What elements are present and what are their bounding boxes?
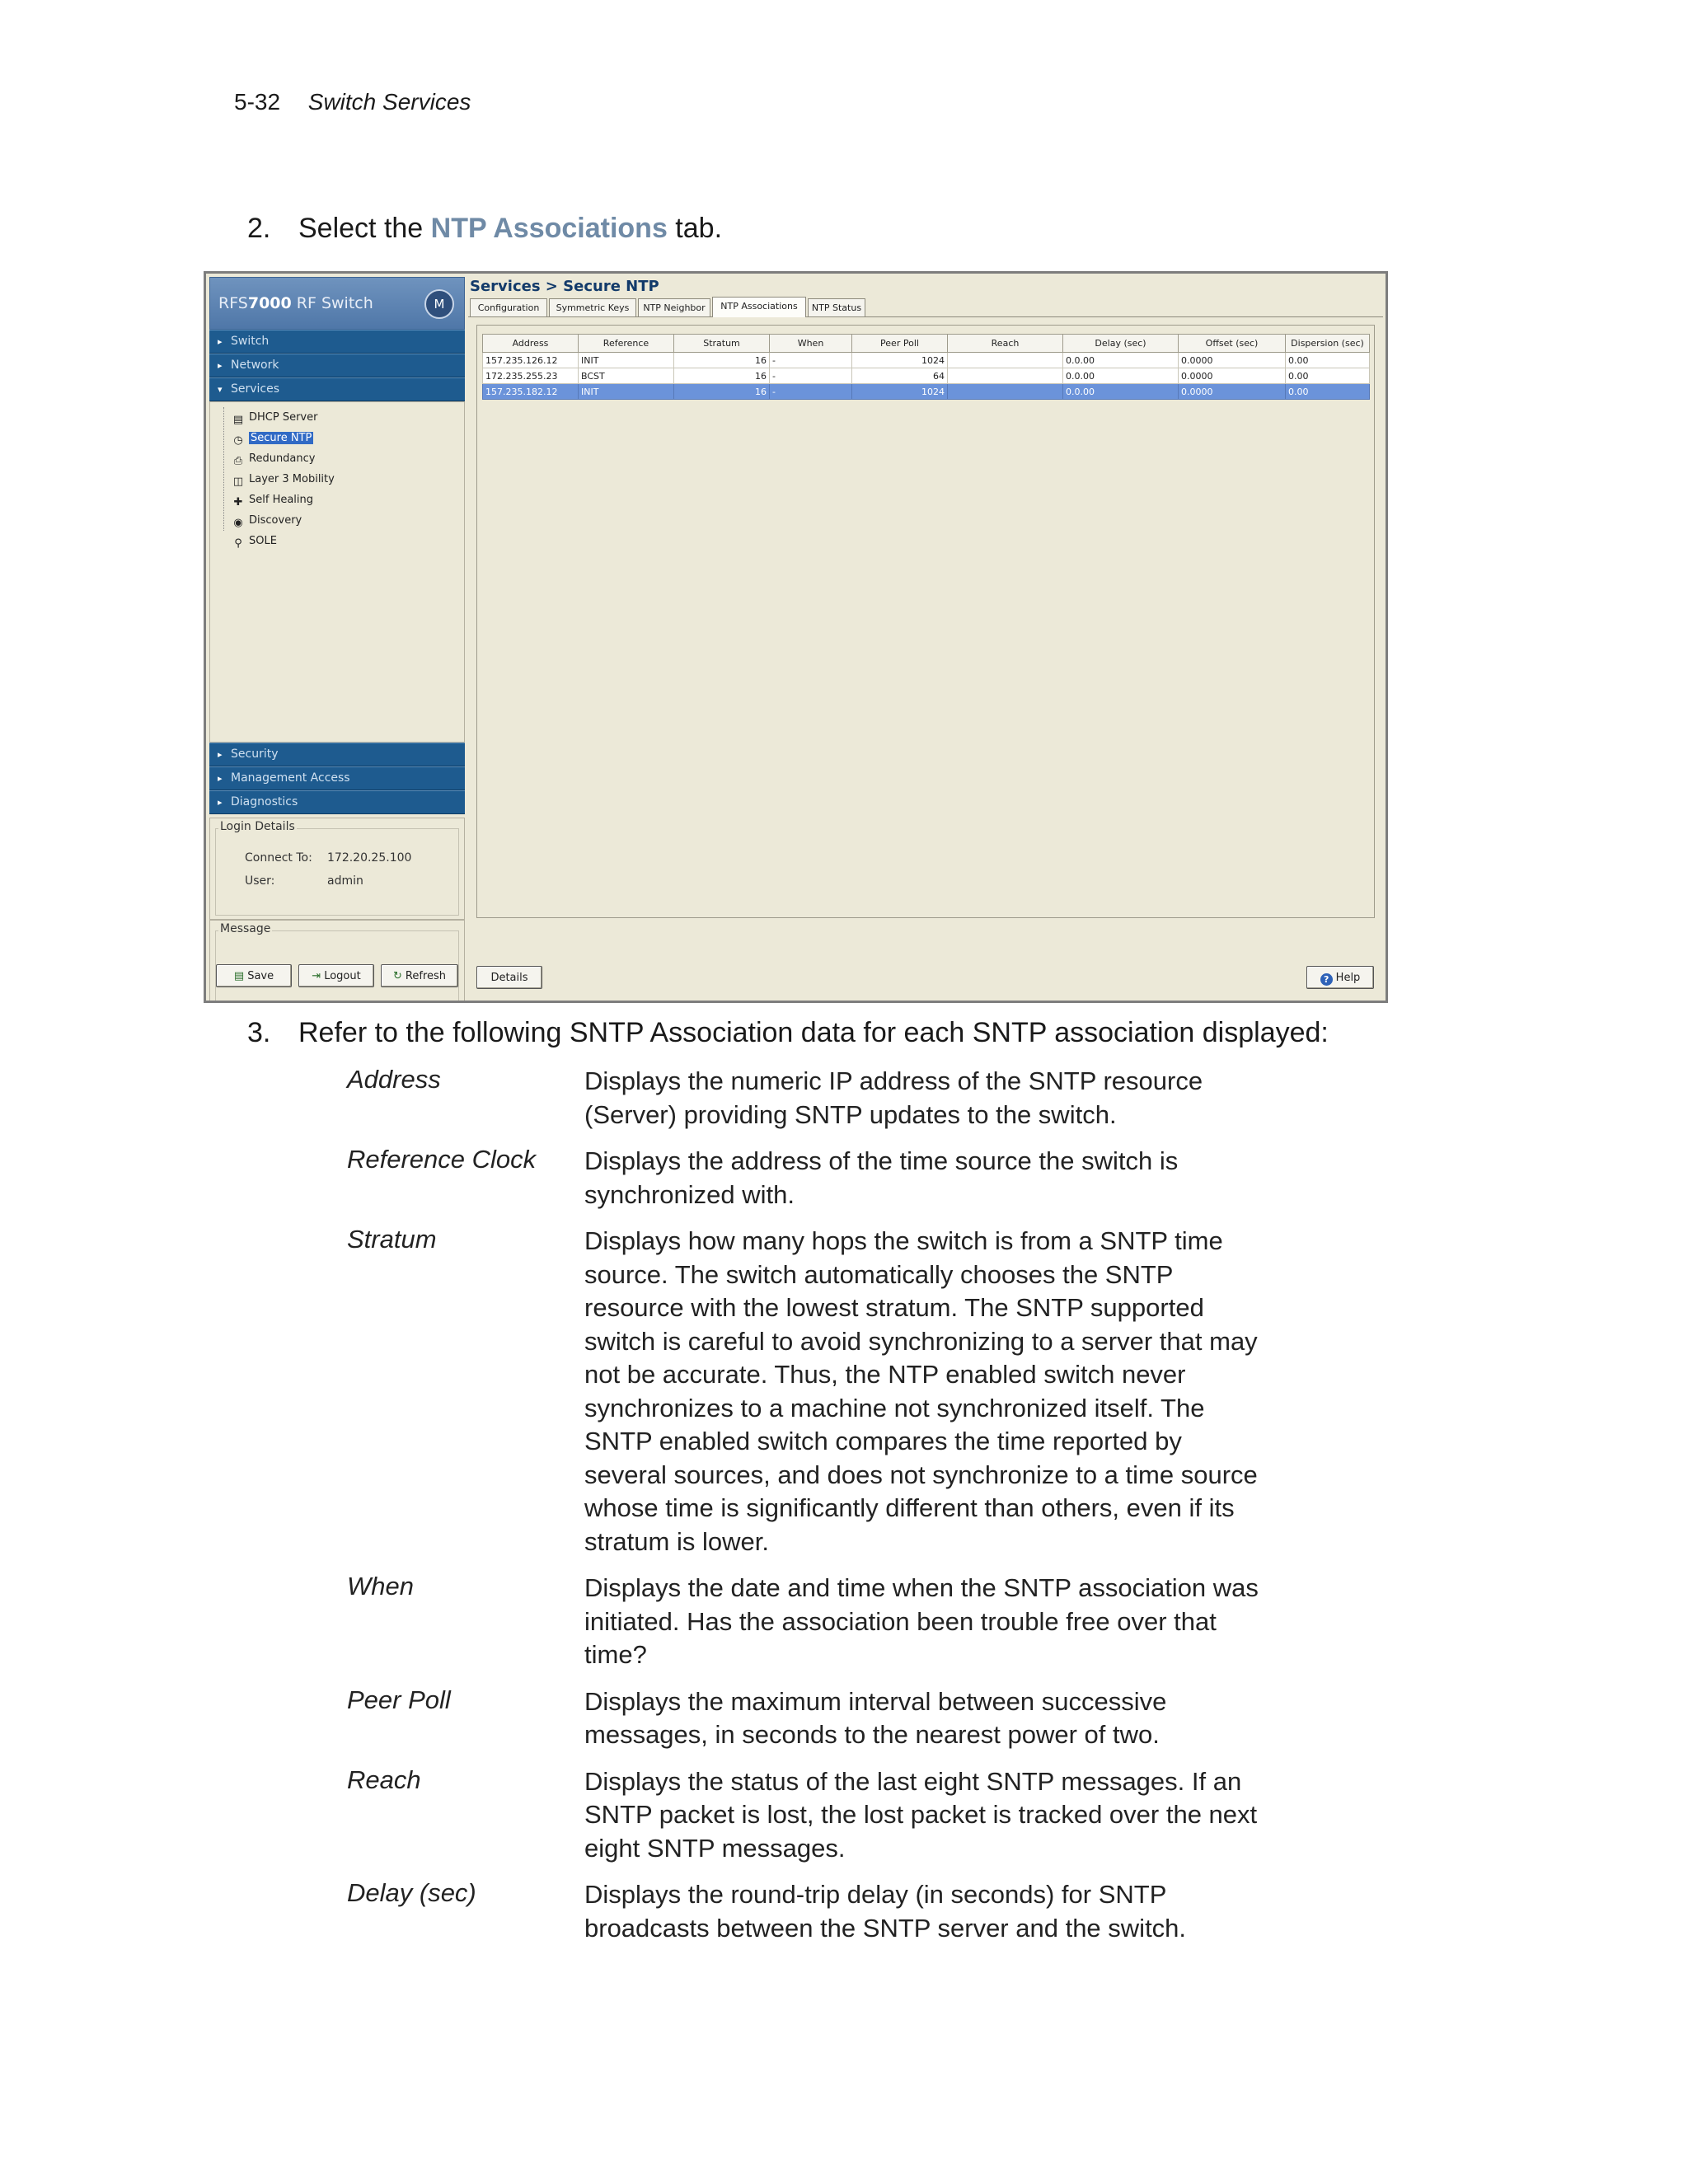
definition-description: Displays the date and time when the SNTP association was initiated. Has the association been trouble free over that time? xyxy=(584,1573,1259,1669)
login-details-frame xyxy=(215,828,459,916)
nav-item-services[interactable] xyxy=(209,377,465,401)
table-cell: 157.235.182.12 xyxy=(483,384,579,400)
column-header[interactable]: Reference xyxy=(579,335,674,353)
services-tree xyxy=(209,401,465,743)
definition-item xyxy=(347,1878,1336,1945)
table-cell: 0.00 xyxy=(1286,368,1370,384)
table-cell: 0.00 xyxy=(1286,384,1370,400)
printer-icon: ⎙ xyxy=(233,455,243,467)
tab-configuration[interactable]: Configuration xyxy=(470,298,547,316)
tab-ntp-status[interactable]: NTP Status xyxy=(808,298,865,316)
right-pane xyxy=(468,277,1383,999)
definition-item xyxy=(347,1765,1336,1866)
nav-item-security[interactable] xyxy=(209,743,465,766)
step-2 xyxy=(247,213,722,245)
nav-item-label: Management Access xyxy=(231,771,350,785)
left-pane xyxy=(209,277,465,999)
definition-term: Address xyxy=(347,1065,441,1094)
expand-arrow-icon: ▸ xyxy=(218,797,223,808)
table-cell: 0.00 xyxy=(1286,353,1370,368)
definition-term: Delay (sec) xyxy=(347,1878,476,1907)
associations-table xyxy=(482,334,1370,400)
tree-item-label: Redundancy xyxy=(249,452,316,465)
tree-item-dhcp-server[interactable] xyxy=(210,407,464,428)
table-cell: - xyxy=(770,384,852,400)
nav-item-label: Switch xyxy=(231,335,270,348)
help-button[interactable] xyxy=(1306,966,1374,989)
help-icon: ? xyxy=(1320,973,1333,986)
user-label: User: xyxy=(245,874,275,888)
user-value: admin xyxy=(327,874,363,888)
healing-icon: ✚ xyxy=(233,496,243,509)
message-legend: Message xyxy=(220,922,271,935)
server-icon: ▤ xyxy=(232,414,244,426)
connect-to-label: Connect To: xyxy=(245,851,312,865)
table-cell: - xyxy=(770,368,852,384)
bottom-button-row xyxy=(209,964,465,994)
page-header xyxy=(234,89,471,115)
refresh-label: Refresh xyxy=(405,970,446,982)
associations-panel xyxy=(476,325,1375,918)
definition-list xyxy=(347,1065,1336,1958)
table-cell: 0.0000 xyxy=(1179,353,1286,368)
tree-item-self-healing[interactable] xyxy=(210,490,464,510)
column-header[interactable]: Dispersion (sec) xyxy=(1286,335,1370,353)
save-button[interactable] xyxy=(216,964,292,987)
save-label: Save xyxy=(247,970,274,982)
tree-item-sole[interactable] xyxy=(210,531,464,551)
table-cell: 0.0000 xyxy=(1179,384,1286,400)
table-cell: 0.0.00 xyxy=(1063,384,1179,400)
details-button[interactable]: Details xyxy=(476,966,542,989)
nav-item-label: Diagnostics xyxy=(231,795,298,808)
tab-symmetric-keys[interactable]: Symmetric Keys xyxy=(549,298,636,316)
step-3 xyxy=(247,1017,1329,1049)
step-number: 2. xyxy=(247,213,271,244)
definition-term: Reach xyxy=(347,1765,421,1794)
brand-prefix: RFS xyxy=(218,294,248,312)
column-header[interactable]: Stratum xyxy=(674,335,770,353)
table-cell: INIT xyxy=(579,384,674,400)
definition-description: Displays the maximum interval between successive messages, in seconds to the nearest power of two. xyxy=(584,1686,1167,1749)
table-cell: 64 xyxy=(852,368,948,384)
table-cell xyxy=(948,368,1063,384)
step-text-post: tab. xyxy=(667,213,723,244)
step-text: Refer to the following SNTP Association data for each SNTP association displayed: xyxy=(298,1017,1329,1048)
step-number: 3. xyxy=(247,1017,271,1048)
definition-item xyxy=(347,1225,1336,1558)
table-cell xyxy=(948,353,1063,368)
tree-item-secure-ntp[interactable] xyxy=(210,428,464,448)
table-cell xyxy=(948,384,1063,400)
definition-item xyxy=(347,1145,1336,1212)
table-cell: 16 xyxy=(674,353,770,368)
tab-ntp-associations[interactable]: NTP Associations xyxy=(712,297,806,317)
tree-item-label: DHCP Server xyxy=(249,411,318,424)
definition-item xyxy=(347,1572,1336,1672)
table-cell: 16 xyxy=(674,384,770,400)
logout-label: Logout xyxy=(324,970,361,982)
nav-item-diagnostics[interactable] xyxy=(209,790,465,814)
nav-item-network[interactable] xyxy=(209,354,465,377)
page-number: 5-32 xyxy=(234,89,281,115)
tree-item-label: Self Healing xyxy=(249,494,314,506)
refresh-icon: ↻ xyxy=(393,970,402,982)
definition-description: Displays how many hops the switch is from a SNTP time source. The switch automatically chooses the SNTP resource with the lowest stratum. The SNTP supported switch is careful to avoid synchronizing to a server that may not be accurate. Thus, the NTP enabled switch never synchronizes to a machine not synchronized itself. The SNTP enabled switch compares the time reported by several sources, and does not synchronize to a time source whose time is significantly different than others, even if its stratum is lower. xyxy=(584,1226,1258,1556)
table-body xyxy=(483,353,1370,400)
definition-term: Reference Clock xyxy=(347,1145,537,1174)
brand-bar xyxy=(209,277,465,330)
table-cell: BCST xyxy=(579,368,674,384)
tab-strip xyxy=(468,297,1383,317)
table-cell: 0.0.00 xyxy=(1063,353,1179,368)
column-header[interactable]: Offset (sec) xyxy=(1179,335,1286,353)
tree-item-layer-3-mobility[interactable] xyxy=(210,469,464,490)
connect-to-value: 172.20.25.100 xyxy=(327,851,412,865)
sole-icon: ⚲ xyxy=(234,537,242,550)
breadcrumb: Services > Secure NTP xyxy=(470,278,659,295)
tree-item-label: SOLE xyxy=(249,535,277,547)
table-cell: 0.0.00 xyxy=(1063,368,1179,384)
column-header[interactable]: Address xyxy=(483,335,579,353)
nav-item-label: Network xyxy=(231,359,279,372)
tab-ntp-neighbor[interactable]: NTP Neighbor xyxy=(638,298,710,316)
table-cell: 172.235.255.23 xyxy=(483,368,579,384)
expand-arrow-icon: ▸ xyxy=(218,749,223,760)
table-cell: - xyxy=(770,353,852,368)
tree-item-redundancy[interactable] xyxy=(210,448,464,469)
clock-icon: ◷ xyxy=(233,434,243,447)
table-row[interactable] xyxy=(483,384,1370,400)
definition-description: Displays the round-trip delay (in seconds) for SNTP broadcasts between the SNTP server and the switch. xyxy=(584,1880,1187,1943)
refresh-button[interactable] xyxy=(381,964,458,987)
step-text-pre: Select the xyxy=(298,213,431,244)
tree-item-label: Discovery xyxy=(249,514,302,527)
table-row[interactable] xyxy=(483,368,1370,384)
chapter-title: Switch Services xyxy=(307,89,471,115)
definition-description: Displays the address of the time source the switch is synchronized with. xyxy=(584,1146,1179,1209)
expand-arrow-icon: ▸ xyxy=(218,773,223,784)
login-details-legend: Login Details xyxy=(220,820,295,833)
definition-item xyxy=(347,1685,1336,1752)
table-cell: 157.235.126.12 xyxy=(483,353,579,368)
connect-to-row xyxy=(245,851,411,865)
nav-item-management-access[interactable] xyxy=(209,766,465,790)
definition-term: Stratum xyxy=(347,1225,437,1254)
column-header[interactable]: Peer Poll xyxy=(852,335,948,353)
login-details-panel xyxy=(209,818,465,920)
expand-arrow-icon: ▸ xyxy=(218,360,223,371)
nav-bottom xyxy=(209,743,465,814)
table-cell: 16 xyxy=(674,368,770,384)
tree-item-label: Layer 3 Mobility xyxy=(249,473,335,485)
nav-item-label: Services xyxy=(231,382,280,396)
definition-description: Displays the numeric IP address of the SNTP resource (Server) providing SNTP updates to the switch. xyxy=(584,1066,1203,1129)
motorola-logo-icon: M xyxy=(424,289,454,319)
expand-arrow-icon: ▾ xyxy=(218,384,223,395)
mobility-icon: ◫ xyxy=(232,476,244,488)
table-cell: 1024 xyxy=(852,384,948,400)
step-highlight: NTP Associations xyxy=(430,213,668,244)
definition-description: Displays the status of the last eight SNTP messages. If an SNTP packet is lost, the lost packet is tracked over the next eight SNTP messages. xyxy=(584,1766,1258,1863)
discovery-icon: ◉ xyxy=(233,517,243,529)
table-cell: INIT xyxy=(579,353,674,368)
save-icon: ▤ xyxy=(233,970,245,982)
definition-term: When xyxy=(347,1572,414,1601)
nav-item-label: Security xyxy=(231,748,279,761)
tree-item-label: Secure NTP xyxy=(251,432,312,444)
switch-ui-screenshot xyxy=(204,271,1388,1003)
column-header[interactable]: Delay (sec) xyxy=(1063,335,1179,353)
nav-item-switch[interactable] xyxy=(209,330,465,354)
nav-top xyxy=(209,330,465,401)
expand-arrow-icon: ▸ xyxy=(218,336,223,347)
logout-button[interactable] xyxy=(298,964,374,987)
help-label: Help xyxy=(1335,972,1361,984)
column-header[interactable]: Reach xyxy=(948,335,1063,353)
brand-suffix: RF Switch xyxy=(291,294,373,312)
logout-icon: ⇥ xyxy=(312,970,321,982)
user-row xyxy=(245,874,363,888)
table-cell: 0.0000 xyxy=(1179,368,1286,384)
definition-item xyxy=(347,1065,1336,1132)
tree-item-discovery[interactable] xyxy=(210,510,464,531)
column-header[interactable]: When xyxy=(770,335,852,353)
table-cell: 1024 xyxy=(852,353,948,368)
brand-model: 7000 xyxy=(247,294,292,312)
table-row[interactable] xyxy=(483,353,1370,368)
definition-term: Peer Poll xyxy=(347,1685,451,1714)
table-header-row xyxy=(483,335,1370,353)
